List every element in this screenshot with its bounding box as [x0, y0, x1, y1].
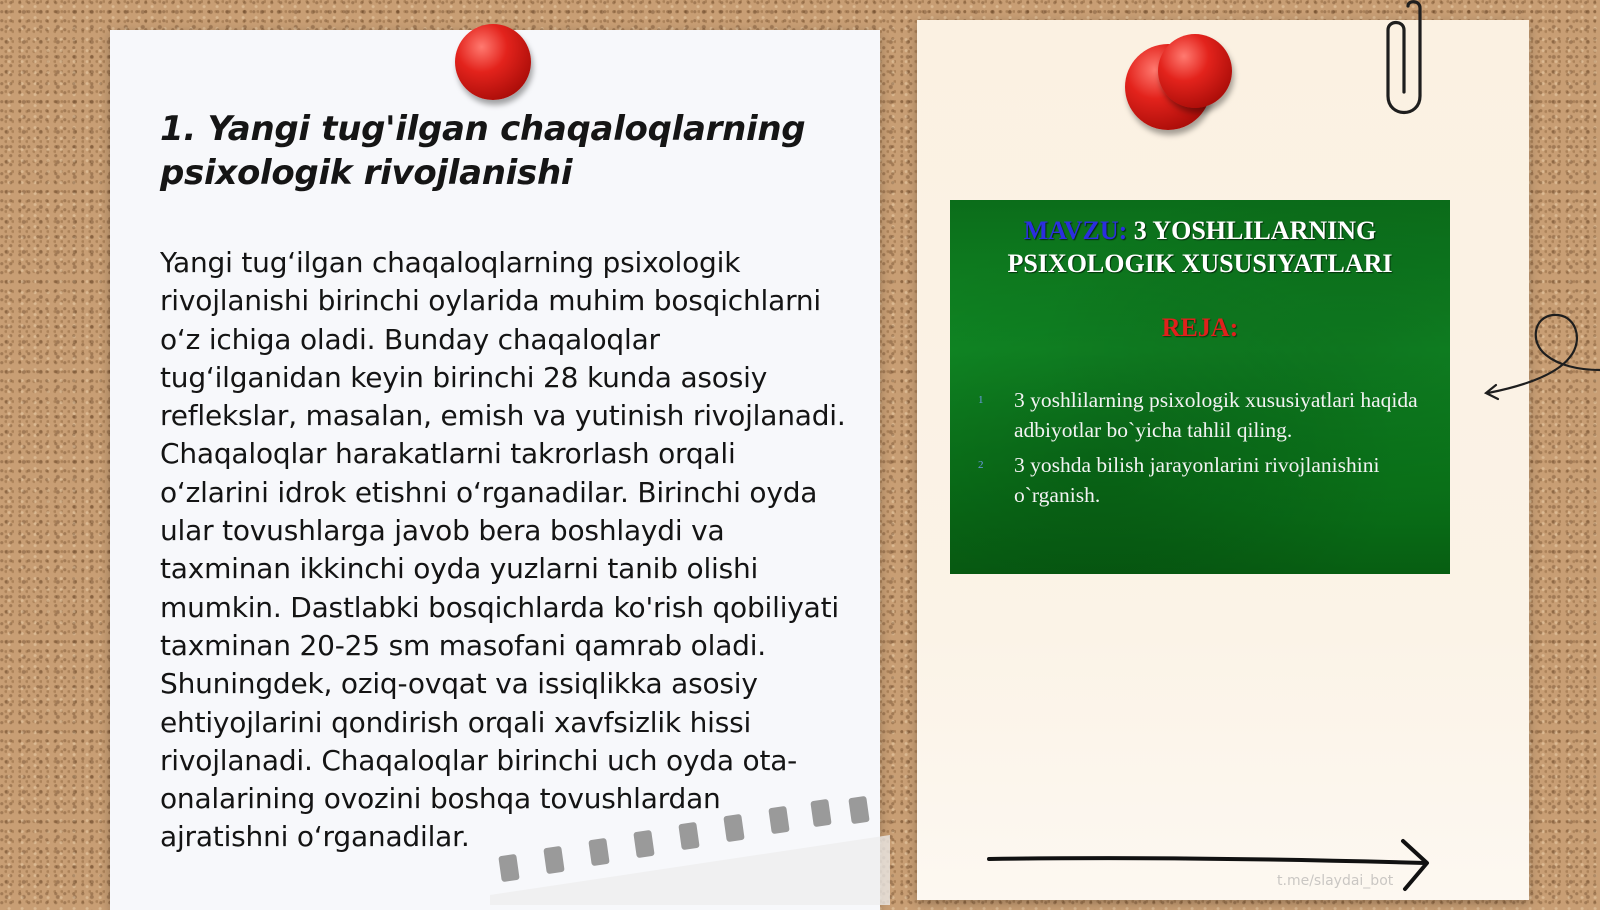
body-paragraph: Yangi tug‘ilgan chaqaloqlarning psixologik rivojlanishi birinchi oylarida muhim bosqichlarni o‘z ichiga oladi. Bunday chaqaloqlar tug‘ilganidan keyin birinchi 28 kunda asosiy reflekslar, masalan, emish va yutinish rivojlanadi. Chaqaloqlar harakatlarni takrorlash orqali o‘zlarini idrok etishni o‘rganadilar. Birinchi oyda ular tovushlarga javob bera boshlaydi va taxminan ikkinchi oyda yuzlarni tanib olishi mumkin. Dastlabki bosqichlarda ko'rish qobiliyati taxminan 20-25 sm masofani qamrab oladi. Shuningdek, oziq-ovqat va issiqlikka asosiy ehtiyojlarini qondirish orqali xavfsizlik hissi rivojlanadi. Chaqaloqlar birinchi uch oyda ota-onalarining ovozini boshqa tovushlardan ajratishni o‘rganadilar. — [160, 246, 846, 854]
paper-clip-icon — [1378, 0, 1424, 128]
slide-title — [950, 214, 1450, 280]
list-item-text: 3 yoshda bilish jarayonlarini rivojlanishini o`rganish. — [1014, 453, 1380, 507]
slide-title-main: 3 YOSHLILARNING — [1133, 216, 1377, 245]
slide-thumbnail — [950, 200, 1450, 574]
push-pin-icon — [1158, 34, 1232, 108]
slide-plan-list — [978, 386, 1428, 516]
push-pin-icon — [455, 24, 531, 100]
section-heading: 1. Yangi tug'ilgan chaqaloqlarning psixologik rivojlanishi — [160, 109, 806, 193]
list-item — [978, 451, 1428, 510]
list-item — [978, 386, 1428, 445]
watermark-text: t.me/slaydai_bot — [1277, 873, 1394, 889]
slide-title-prefix: MAVZU: — [1023, 216, 1128, 245]
spiral-binding-decoration — [350, 795, 890, 905]
scribble-arrow-icon — [1478, 305, 1600, 410]
list-item-text: 3 yoshlilarning psixologik xususiyatlari haqida adbiyotlar bo`yicha tahlil qiling. — [1014, 388, 1418, 442]
slide-title-line2: PSIXOLOGIK XUSUSIYATLARI — [1007, 249, 1393, 278]
list-number: 2 — [978, 459, 984, 471]
list-number: 1 — [978, 394, 984, 406]
slide-plan-label: REJA: — [1161, 313, 1239, 342]
